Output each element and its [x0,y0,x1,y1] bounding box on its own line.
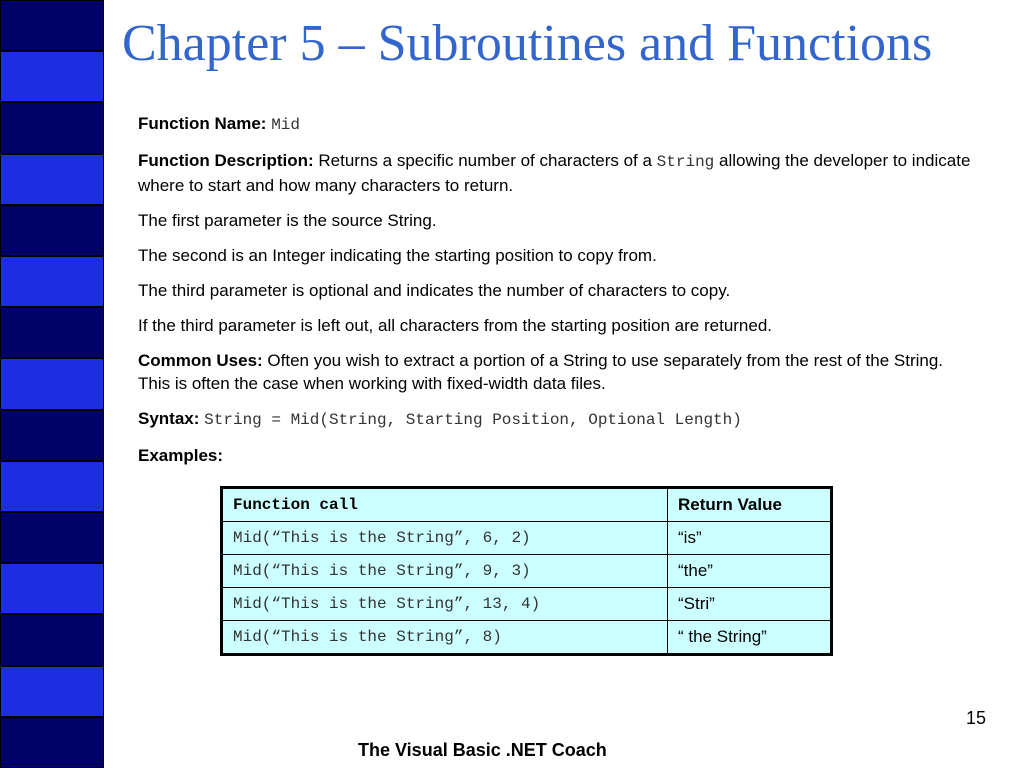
sidebar-block [0,256,104,307]
function-name-label: Function Name: [138,114,267,133]
common-uses-label: Common Uses: [138,351,263,370]
examples-heading [138,444,978,467]
table-row [222,555,832,588]
param-first: The first parameter is the source String. [138,211,437,230]
syntax-code: String = Mid(String, Starting Position, Optional Length) [204,411,742,429]
param-second: The second is an Integer indicating the starting position to copy from. [138,246,657,265]
param-omitted: If the third parameter is left out, all characters from the starting position are returned. [138,316,773,335]
sidebar-block [0,0,104,51]
cell-function-call: Mid(“This is the String”, 6, 2) [222,522,668,555]
cell-return-value: “is” [668,522,832,555]
common-uses [138,349,978,395]
description-text-2: allowing the developer to indicate where to start and how many characters to return. [138,151,971,195]
cell-function-call: Mid(“This is the String”, 8) [222,621,668,655]
sidebar-block [0,51,104,102]
sidebar-block [0,563,104,614]
sidebar-decoration [0,0,104,768]
slide-title: Chapter 5 – Subroutines and Functions [122,15,933,72]
sidebar-block [0,358,104,409]
examples-label: Examples: [138,446,224,465]
cell-function-call: Mid(“This is the String”, 13, 4) [222,588,668,621]
sidebar-block [0,102,104,153]
cell-return-value: “Stri” [668,588,832,621]
common-uses-text: Often you wish to extract a portion of a String to use separately from the rest of the String. This is often the case when working with fixed-width data files. [138,351,944,393]
param-third: The third parameter is optional and indicates the number of characters to copy. [138,281,731,300]
sidebar-block [0,410,104,461]
sidebar-block [0,666,104,717]
page-number: 15 [966,708,987,728]
sidebar-block [0,154,104,205]
sidebar-block [0,614,104,665]
description-label: Function Description: [138,151,314,170]
cell-function-call: Mid(“This is the String”, 9, 3) [222,555,668,588]
table-row [222,621,832,655]
cell-return-value: “the” [668,555,832,588]
table-header-row [222,488,832,522]
footer-text: The Visual Basic .NET Coach [358,740,607,760]
function-name-line [138,112,978,137]
syntax-line [138,407,978,432]
examples-table [220,486,833,656]
slide-content [138,112,978,479]
table-row [222,522,832,555]
table-row [222,588,832,621]
column-header-function-call: Function call [222,488,668,522]
sidebar-block [0,307,104,358]
sidebar-block [0,512,104,563]
function-name-value: Mid [271,116,300,134]
sidebar-block [0,205,104,256]
description-code: String [656,153,715,171]
sidebar-block [0,461,104,512]
function-description [138,149,978,197]
syntax-label: Syntax: [138,409,200,428]
description-text-1: Returns a specific number of characters of a [313,151,657,170]
column-header-return-value: Return Value [668,488,832,522]
cell-return-value: “ the String” [668,621,832,655]
sidebar-block [0,717,104,768]
